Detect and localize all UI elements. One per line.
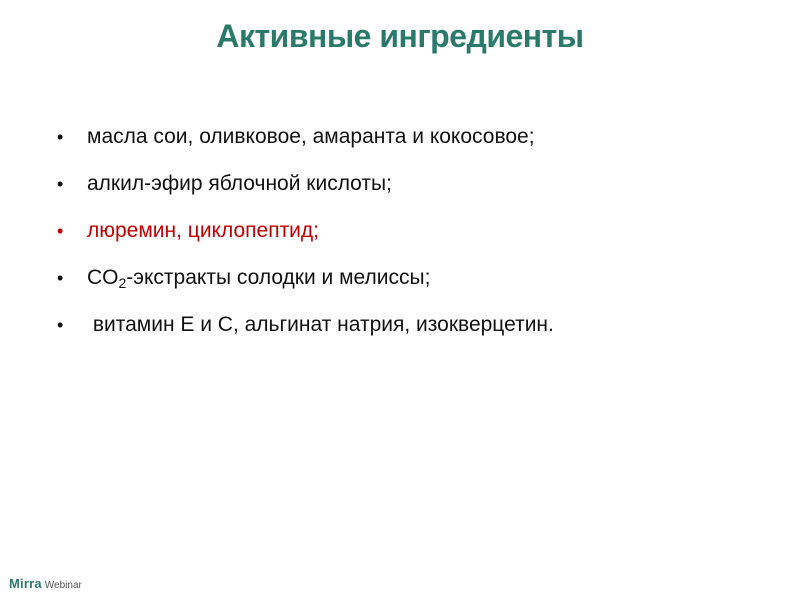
bullet-icon: •	[57, 174, 64, 194]
list-item-text	[87, 266, 430, 289]
co2-subscript: 2	[118, 275, 127, 291]
list-item	[56, 306, 776, 353]
list-item-highlighted	[56, 212, 776, 259]
brand-label: Webinar	[44, 580, 82, 591]
bullet-icon: •	[57, 221, 64, 241]
slide-title: Активные ингредиенты	[216, 18, 584, 54]
list-item-text: масла сои, оливковое, амаранта и кокосовое;	[87, 125, 535, 148]
bullet-icon: •	[57, 315, 64, 335]
list-item	[56, 165, 776, 212]
mirra-webinar-logo	[9, 577, 82, 591]
list-item-text: алкил-эфир яблочной кислоты;	[87, 172, 392, 195]
brand-name: Mirra	[9, 576, 42, 591]
list-item	[56, 118, 776, 165]
list-item-text: витамин Е и С, альгинат натрия, изокверцетин.	[87, 313, 554, 336]
bullet-icon: •	[57, 268, 64, 288]
list-item	[56, 259, 776, 306]
co2-suffix: -экстракты солодки и мелиссы;	[126, 266, 431, 289]
ingredient-list	[56, 118, 776, 353]
list-item-text: люремин, циклопептид;	[87, 219, 320, 242]
bullet-icon: •	[57, 127, 64, 147]
co2-prefix: CO	[87, 266, 119, 289]
